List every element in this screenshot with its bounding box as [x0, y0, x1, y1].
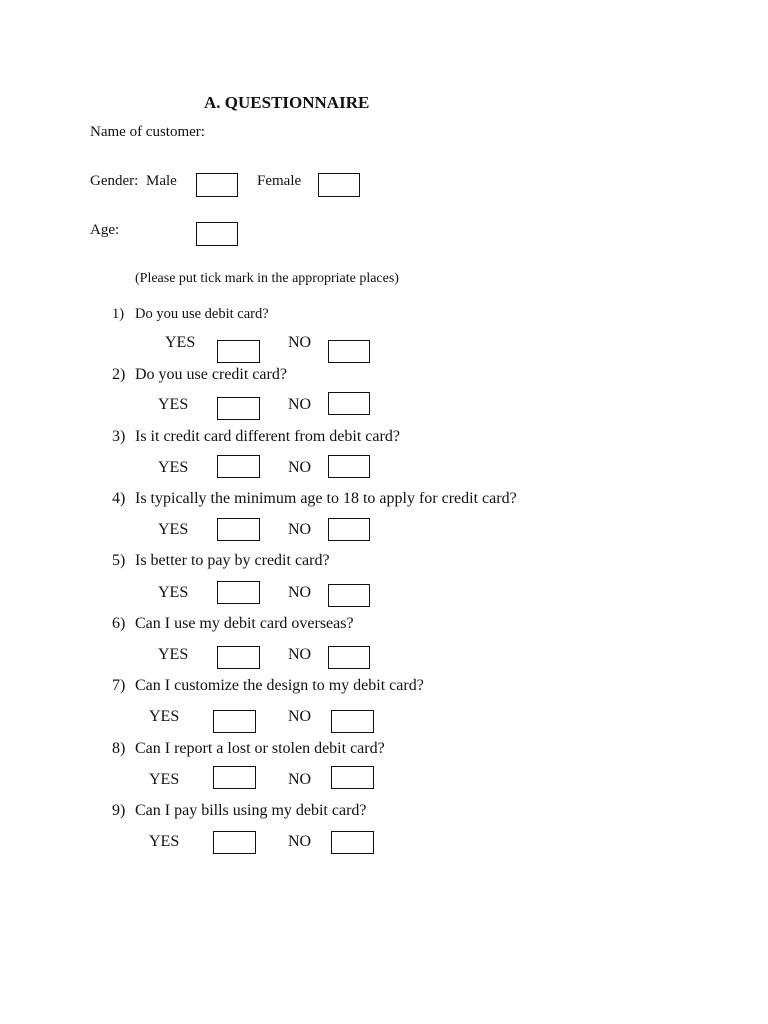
no-label: NO	[288, 521, 312, 538]
question-text: Is better to pay by credit card?	[135, 552, 330, 569]
q6-no-checkbox[interactable]	[328, 646, 370, 669]
q3-no-checkbox[interactable]	[328, 455, 370, 478]
q3-yes-checkbox[interactable]	[217, 455, 260, 478]
no-label: NO	[288, 584, 312, 601]
yes-label: YES	[158, 521, 189, 538]
page-title: A. QUESTIONNAIRE	[204, 93, 370, 112]
q6-yes-checkbox[interactable]	[217, 646, 260, 669]
q8-yes-checkbox[interactable]	[213, 766, 256, 789]
q5-no-checkbox[interactable]	[328, 584, 370, 607]
no-label: NO	[288, 396, 312, 413]
question-number: 8)	[112, 740, 126, 757]
q9-yes-checkbox[interactable]	[213, 831, 256, 854]
question-number: 5)	[112, 552, 126, 569]
yes-label: YES	[165, 334, 196, 351]
question-text: Do you use credit card?	[135, 366, 287, 383]
question-text: Can I use my debit card overseas?	[135, 615, 354, 632]
q5-yes-checkbox[interactable]	[217, 581, 260, 604]
gender-male-label: Male	[146, 173, 177, 189]
question-text: Can I customize the design to my debit card?	[135, 677, 424, 694]
gender-female-checkbox[interactable]	[318, 173, 360, 197]
question-number: 1)	[112, 306, 125, 322]
name-of-customer-label: Name of customer:	[90, 124, 205, 140]
q2-yes-checkbox[interactable]	[217, 397, 260, 420]
q1-yes-checkbox[interactable]	[217, 340, 260, 363]
no-label: NO	[288, 833, 312, 850]
yes-label: YES	[149, 708, 180, 725]
gender-female-label: Female	[257, 173, 302, 189]
question-number: 4)	[112, 490, 126, 507]
age-input-box[interactable]	[196, 222, 238, 246]
no-label: NO	[288, 334, 312, 351]
no-label: NO	[288, 459, 312, 476]
age-label: Age:	[90, 222, 120, 238]
no-label: NO	[288, 708, 312, 725]
q7-yes-checkbox[interactable]	[213, 710, 256, 733]
yes-label: YES	[158, 584, 189, 601]
yes-label: YES	[149, 833, 180, 850]
gender-male-checkbox[interactable]	[196, 173, 238, 197]
question-text: Is it credit card different from debit card?	[135, 428, 400, 445]
q2-no-checkbox[interactable]	[328, 392, 370, 415]
no-label: NO	[288, 771, 312, 788]
yes-label: YES	[158, 646, 189, 663]
yes-label: YES	[158, 459, 189, 476]
no-label: NO	[288, 646, 312, 663]
instruction-text: (Please put tick mark in the appropriate places)	[135, 271, 399, 286]
question-text: Do you use debit card?	[135, 306, 269, 322]
yes-label: YES	[158, 396, 189, 413]
question-number: 2)	[112, 366, 126, 383]
question-number: 9)	[112, 802, 126, 819]
question-text: Can I pay bills using my debit card?	[135, 802, 367, 819]
q4-no-checkbox[interactable]	[328, 518, 370, 541]
question-number: 7)	[112, 677, 126, 694]
question-number: 6)	[112, 615, 126, 632]
question-number: 3)	[112, 428, 126, 445]
question-text: Is typically the minimum age to 18 to apply for credit card?	[135, 490, 517, 507]
yes-label: YES	[149, 771, 180, 788]
gender-label: Gender:	[90, 173, 139, 189]
q4-yes-checkbox[interactable]	[217, 518, 260, 541]
q9-no-checkbox[interactable]	[331, 831, 374, 854]
q7-no-checkbox[interactable]	[331, 710, 374, 733]
question-text: Can I report a lost or stolen debit card?	[135, 740, 385, 757]
q1-no-checkbox[interactable]	[328, 340, 370, 363]
q8-no-checkbox[interactable]	[331, 766, 374, 789]
